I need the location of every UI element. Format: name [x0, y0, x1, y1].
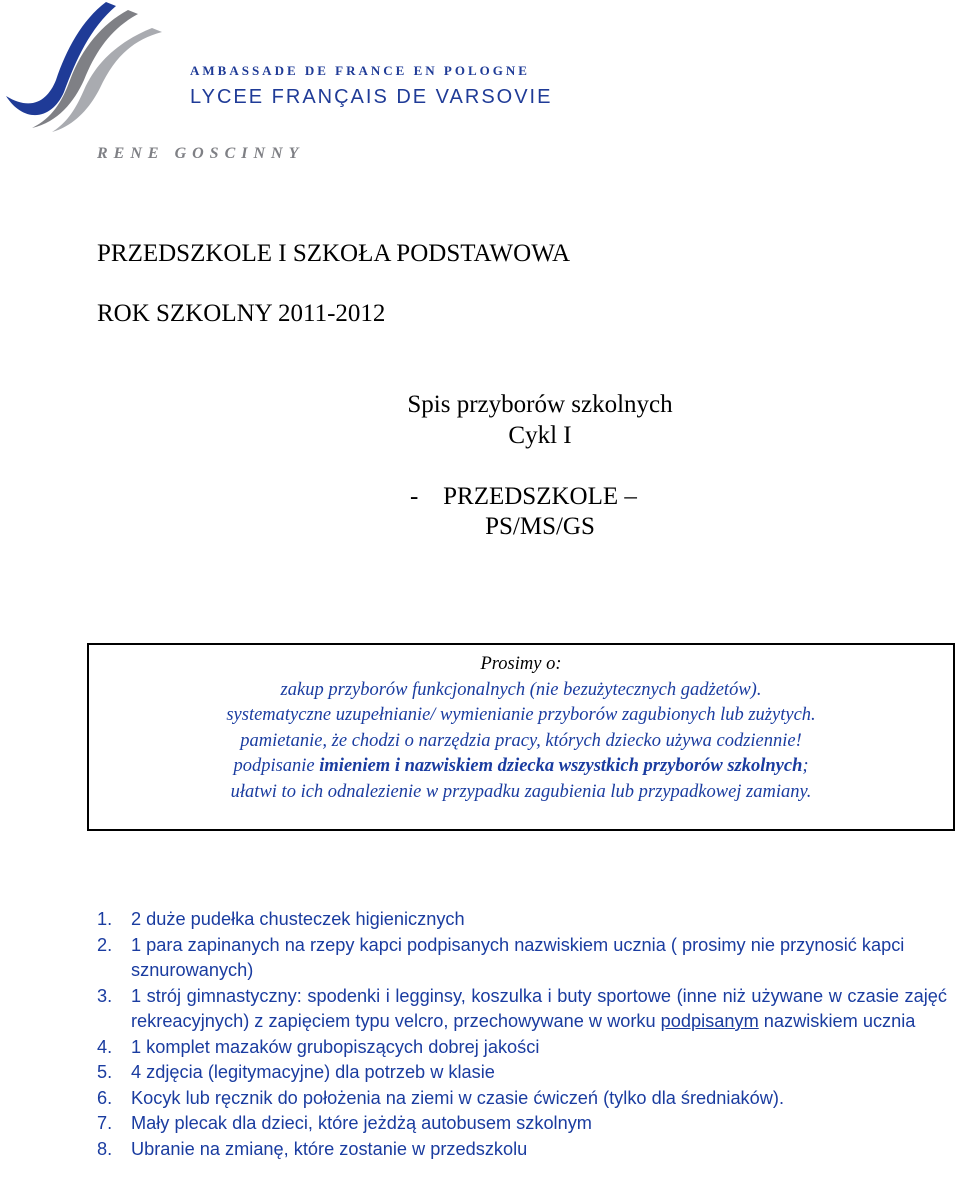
- supplies-list-title: Spis przyborów szkolnych: [407, 391, 673, 418]
- dash-marker: -: [410, 483, 419, 510]
- list-number: 7.: [97, 1113, 113, 1133]
- list-item: [97, 1086, 947, 1112]
- list-text: [131, 984, 947, 1035]
- box-line-4-bold: imieniem i nazwiskiem dziecka wszystkich przyborów szkolnych: [319, 756, 803, 776]
- request-box: [87, 643, 955, 831]
- list-number: 5.: [97, 1062, 113, 1082]
- list-text: 1 komplet mazaków grubopiszących dobrej jakości: [131, 1036, 540, 1057]
- list-text-tail: nazwiskiem ucznia: [758, 1011, 916, 1031]
- list-text: Mały plecak dla dzieci, które jeżdżą autobusem szkolnym: [131, 1113, 592, 1133]
- section-levels: PS/MS/GS: [485, 513, 595, 540]
- embassy-name: AMBASSADE DE FRANCE EN POLOGNE: [190, 63, 530, 78]
- list-number: 6.: [97, 1087, 113, 1108]
- list-item: [97, 1137, 947, 1163]
- list-item: [97, 1111, 947, 1137]
- page-title: PRZEDSZKOLE I SZKOŁA PODSTAWOWA: [97, 240, 571, 267]
- cycle-label: Cykl I: [508, 422, 572, 449]
- school-name: RENE GOSCINNY: [97, 145, 305, 162]
- supplies-list: [97, 907, 947, 1162]
- box-line-4-start: podpisanie: [233, 756, 315, 776]
- list-text: Ubranie na zmianę, które zostanie w przedszkolu: [131, 1138, 528, 1159]
- list-text: 1 para zapinanych na rzepy kapci podpisanych nazwiskiem ucznia ( prosimy nie przynosić kapci sznurowanych): [131, 934, 905, 980]
- list-item: [97, 1060, 947, 1086]
- box-line-5: ułatwi to ich odnalezienie w przypadku zagubienia lub przypadkowej zamiany.: [230, 781, 812, 802]
- logo-swoosh-blue: [6, 2, 116, 115]
- lycee-name: LYCEE FRANÇAIS DE VARSOVIE: [190, 86, 553, 108]
- list-text: Kocyk lub ręcznik do położenia na ziemi w czasie ćwiczeń (tylko dla średniaków).: [131, 1087, 785, 1108]
- box-line-4-end: ;: [802, 756, 809, 776]
- box-line-1: zakup przyborów funkcjonalnych (nie bezużytecznych gadżetów).: [280, 679, 762, 700]
- list-number: 2.: [97, 934, 113, 955]
- school-year: ROK SZKOLNY 2011-2012: [97, 300, 386, 327]
- list-number: 1.: [97, 909, 113, 929]
- list-text-main: 1 strój gimnastyczny: spodenki i legginsy, koszulka i buty sportowe (inne niż używane w czasie zajęć rekreacyjnych) z zapięciem typu velcro, przechowywane w worku: [131, 985, 947, 1031]
- section-title: PRZEDSZKOLE –: [443, 483, 637, 510]
- list-number: 4.: [97, 1036, 113, 1057]
- list-number: 8.: [97, 1138, 113, 1159]
- list-text-underlined: podpisanym: [660, 1011, 759, 1031]
- box-heading: Prosimy o:: [480, 654, 562, 674]
- box-line-4: [89, 754, 953, 780]
- list-item: [97, 907, 947, 933]
- list-item: [97, 933, 947, 984]
- list-text: 4 zdjęcia (legitymacyjne) dla potrzeb w klasie: [131, 1062, 495, 1082]
- list-number: 3.: [97, 985, 113, 1006]
- list-item: [97, 1035, 947, 1061]
- school-logo: [2, 0, 172, 140]
- list-text: 2 duże pudełka chusteczek higienicznych: [131, 909, 465, 929]
- list-item: [97, 984, 947, 1035]
- box-line-3: pamietanie, że chodzi o narzędzia pracy, których dziecko używa codziennie!: [240, 730, 802, 751]
- box-line-2: systematyczne uzupełnianie/ wymienianie przyborów zagubionych lub zużytych.: [226, 705, 816, 725]
